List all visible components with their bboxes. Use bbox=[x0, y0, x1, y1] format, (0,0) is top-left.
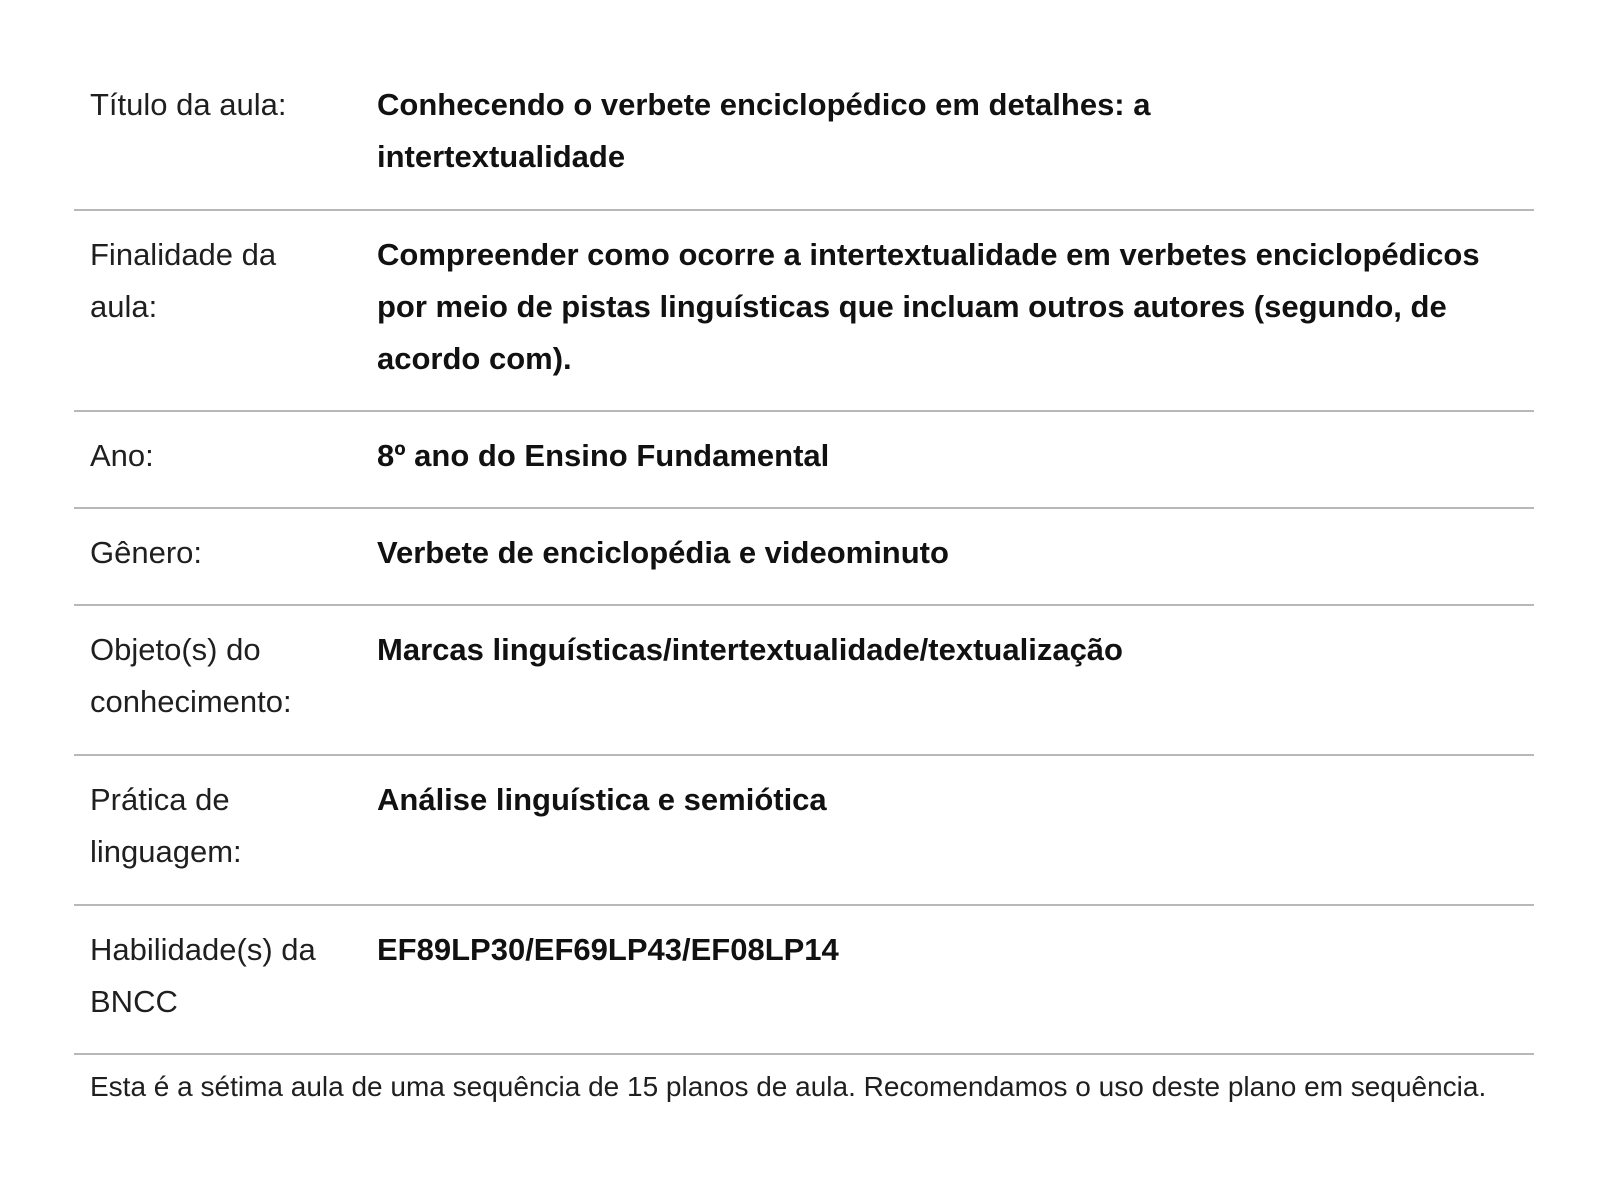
row-value: Compreender como ocorre a intertextualidade em verbetes enciclopédicos por meio de pistas linguísticas que incluam outros autores (segundo, de acordo com). bbox=[377, 237, 1480, 376]
row-pratica bbox=[74, 756, 1534, 906]
row-habilidades bbox=[74, 906, 1534, 1055]
row-label: Prática de linguagem: bbox=[90, 782, 242, 869]
row-value: Análise linguística e semiótica bbox=[377, 782, 827, 817]
row-genero bbox=[74, 509, 1534, 606]
row-label: Habilidade(s) da BNCC bbox=[90, 932, 316, 1019]
row-value: EF89LP30/EF69LP43/EF08LP14 bbox=[377, 932, 839, 967]
footer-note: Esta é a sétima aula de uma sequência de 15 planos de aula. Recomendamos o uso deste plano em sequência. bbox=[90, 1071, 1487, 1102]
row-label: Gênero: bbox=[90, 535, 203, 570]
row-objeto bbox=[74, 606, 1534, 756]
row-finalidade bbox=[74, 211, 1534, 412]
row-value: Conhecendo o verbete enciclopédico em detalhes: a intertextualidade bbox=[377, 87, 1151, 174]
row-label: Título da aula: bbox=[90, 87, 287, 122]
row-label: Objeto(s) do conhecimento: bbox=[90, 632, 292, 719]
row-label: Finalidade da aula: bbox=[90, 237, 277, 324]
row-ano bbox=[74, 412, 1534, 509]
row-titulo bbox=[74, 61, 1534, 211]
row-value: Marcas linguísticas/intertextualidade/textualização bbox=[377, 632, 1123, 667]
lesson-info-table bbox=[74, 61, 1534, 1055]
row-value: Verbete de enciclopédia e videominuto bbox=[377, 535, 949, 570]
row-value: 8º ano do Ensino Fundamental bbox=[377, 438, 830, 473]
row-label: Ano: bbox=[90, 438, 154, 473]
